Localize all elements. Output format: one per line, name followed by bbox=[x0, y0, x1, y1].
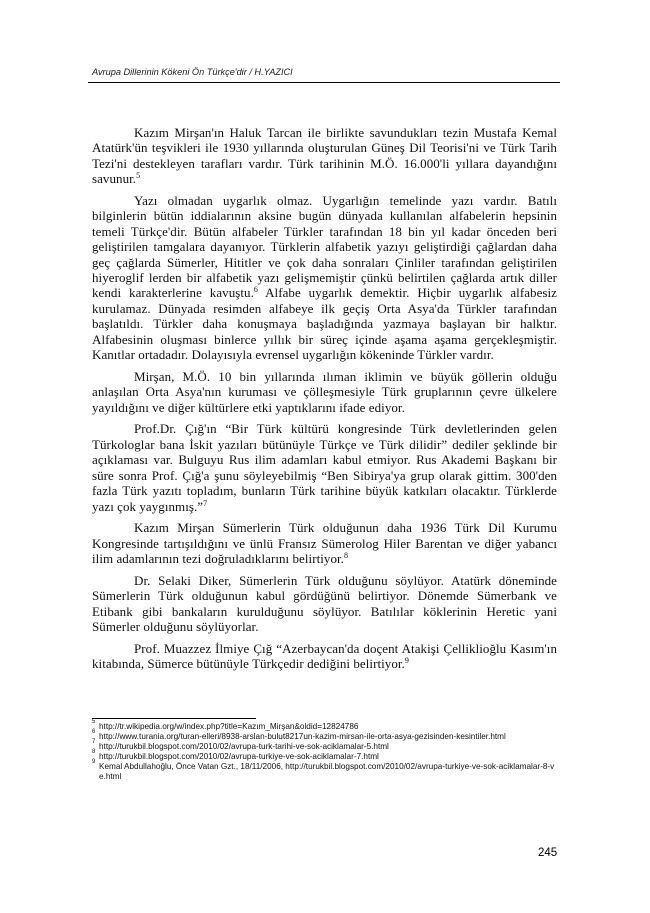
footnote bbox=[92, 759, 557, 782]
footnote bbox=[92, 719, 557, 732]
footnote bbox=[92, 729, 557, 742]
footnote-ref[interactable]: 5 bbox=[136, 171, 141, 181]
paragraph-text: Prof.Dr. Çığ'ın “Bir Türk kültürü kongresinde Türk devletlerinden gelen Türkologlar bana İskit yazıları bütünüyle Türkçe ve Türk dilidir” dediler şeklinde bir açıklaması var. Bulguyu Rus ilim adamları kabul etmiyor. Rus Akademi Başkanı bir süre sonra Prof. Çığ'a şunu söyleyebilmiş “Ben Sibirya'ya grup olarak gittim. 300'den fazla Türk yazıtı topladım, bunların Türk tarihine büyük katkıları olacaktır. Türklerde yazı çok yaygınmış.” bbox=[92, 421, 557, 514]
footnote-number: 6 bbox=[92, 729, 96, 735]
running-header: Avrupa Dillerinin Kökeni Ön Türkçe'dir / H.YAZICI bbox=[92, 67, 293, 77]
footnotes bbox=[92, 719, 557, 782]
footnote-separator bbox=[92, 718, 256, 719]
paragraph-text: Kazım Mirşan'ın Haluk Tarcan ile birlikte savundukları tezin Mustafa Kemal Atatürk'ün teşvikleri ile 1930 yıllarında oluşturulan Güneş Dil Teorisi'ni ve Türk Tarih Tezi'ni destekleyen tarafları vardır. Türk tarihinin M.Ö. 16.000'li yıllara dayandığını savunur. bbox=[92, 125, 557, 187]
footnote-ref[interactable]: 8 bbox=[343, 551, 349, 561]
paragraph-text: Yazı olmadan uygarlık olmaz. Uygarlığın temelinde yazı vardır. Batılı bilginlerin bütün iddialarının aksine bugün dünyada kullanılan alfabelerin hepsinin temeli Türkçe'dir. Bütün alfabeler Türkler tarafından 18 bin yıl kadar önceden beri geliştirilen tamgalara dayanıyor. Türklerin alfabetik yazıyı geliştirdiği çağlardan daha geç çağlarda Sümerler, Hititler ve çok daha sonraları Çinliler tarafından geliştirilen hiyeroglif lerden bir alfabetik yazı gelişmemiştir çünkü belirtilen çağlarda artık diller kendi karakterlerine kavuştu. bbox=[92, 193, 557, 301]
paragraph bbox=[92, 573, 557, 635]
footnote-number: 5 bbox=[92, 719, 96, 725]
paragraph bbox=[92, 641, 557, 672]
footnote-number: 8 bbox=[92, 749, 96, 755]
footnote-ref[interactable]: 9 bbox=[404, 656, 409, 666]
paragraph-text: Kazım Mirşan Sümerlerin Türk olduğunun daha 1936 Türk Dil Kurumu Kongresinde tartışıldığını ve ünlü Fransız Sümerolog Hiler Barentan ve diğer yabancı ilim adamlarının tezi doğruladıklarını belirtiyor. bbox=[92, 520, 557, 567]
footnote-link[interactable]: Kemal Abdullahoğlu, Önce Vatan Gzt., 18/11/2006, http://turukbil.blogspot.com/2010/02/avrupa-turkiye-ve-sok-aciklamalar-8-ve.html bbox=[99, 762, 555, 781]
main-text bbox=[92, 125, 557, 678]
footnote-link[interactable]: http://turukbil.blogspot.com/2010/02/avrupa-turkiye-ve-sok-aciklamalar-7.html bbox=[99, 752, 379, 761]
page-number: 245 bbox=[538, 847, 558, 859]
footnote-link[interactable]: http://www.turania.org/turan-elleri/8938-arslan-bulut8217un-kazim-mirsan-ile-orta-asya-gezisinden-kesintiler.html bbox=[99, 732, 506, 741]
header-rule bbox=[88, 82, 560, 83]
paragraph bbox=[92, 421, 557, 513]
footnote bbox=[92, 749, 557, 762]
paragraph bbox=[92, 193, 557, 362]
footnote-number: 7 bbox=[92, 739, 96, 745]
footnote-ref[interactable]: 7 bbox=[203, 498, 208, 508]
footnote-ref[interactable]: 6 bbox=[253, 285, 258, 295]
paragraph-text: Mirşan, M.Ö. 10 bin yıllarında ılıman iklimin ve büyük göllerin olduğu anlaşılan Orta Asya'nın kuruması ve çölleşmesiyle Türk gruplarının çevre ülkelere yayıldığını ve diğer kültürlere etki yaptıklarını ifade ediyor. bbox=[92, 368, 557, 415]
paragraph-text: Dr. Selaki Diker, Sümerlerin Türk olduğunu söylüyor. Atatürk döneminde Sümerlerin Türk olduğunun kabul gördüğünü belirtiyor. Dönemde Sümerbank ve Etibank gibi bankaların kurulduğunu söylüyor. Batılılar köklerinin Heretic yani Sümerler olduğunu söylüyorlar. bbox=[92, 572, 557, 635]
paragraph bbox=[92, 125, 557, 187]
footnote bbox=[92, 739, 557, 752]
footnote-link[interactable]: http://tr.wikipedia.org/w/index.php?title=Kazım_Mirşan&oldid=12824786 bbox=[99, 722, 359, 731]
footnote-link[interactable]: http://turukbil.blogspot.com/2010/02/avrupa-turk-tarihi-ve-sok-aciklamalar-5.html bbox=[99, 742, 389, 751]
paragraph-text: Prof. Muazzez İlmiye Çığ “Azerbaycan'da doçent Atakişi Çelliklioğlu Kasım'ın kitabında, Sümerce bütünüyle Türkçedir dediğini belirtiyor. bbox=[92, 640, 557, 672]
paragraph-tail: Alfabe uygarlık demektir. Hiçbir uygarlık alfabesiz kurulamaz. Dünyada resimden alfabeye ilk geçiş Orta Asya'da Türkler tarafından başlatıldı. Türkler daha konuşmaya başladığında yazmaya başlayan bir halktır. Alfabesinin oluşması binlerce yıllık bir süreç içinde aşama aşama gerçekleşmiştir. Kanıtlar ortadadır. Dolayısıyla evrensel uygarlığın kökeninde Türkler vardır. bbox=[92, 285, 557, 363]
paragraph bbox=[92, 520, 557, 566]
footnote-number: 9 bbox=[92, 759, 96, 765]
paragraph bbox=[92, 369, 557, 415]
